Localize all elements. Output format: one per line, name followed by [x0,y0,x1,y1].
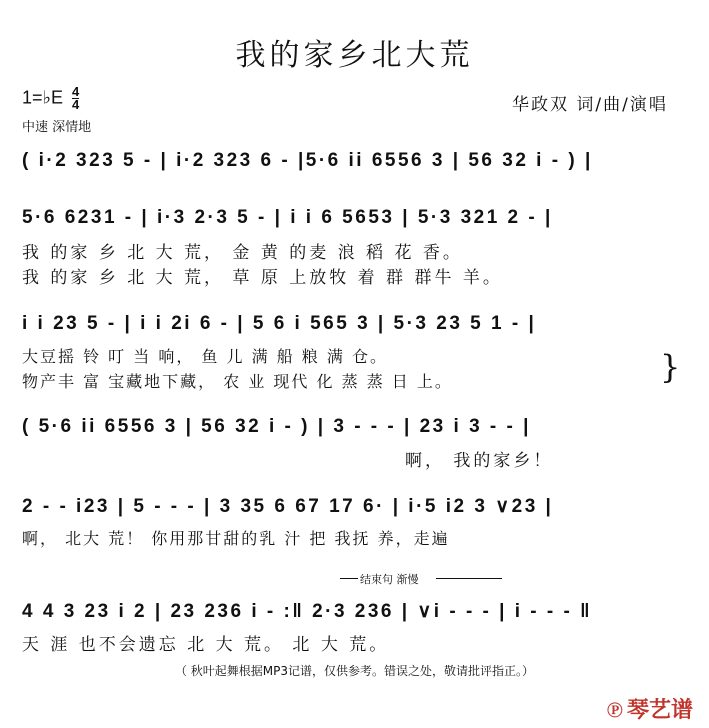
ending-marker-line-left [340,578,358,579]
time-sig-bottom: 4 [72,97,80,112]
score-row-1-notes: ( i·2 323 5 - | i·2 323 6 - |5·6 ii 6556 3 | 56 32 i - ) | [22,150,593,171]
score-row-3-lyric-1: 大豆摇 铃 叮 当 响， 鱼 儿 满 船 粮 满 仓。 [22,347,388,366]
score-row-3-notes: i i 23 5 - | i i 2i 6 - | 5 6 i 565 3 | 5·3 23 5 1 - | [22,313,537,334]
page-title: 我的家乡北大荒 [235,38,474,73]
score-row-6-notes: 4 4 3 23 i 2 | 23 236 i - :‖ 2·3 236 | ∨i - - - | i - - - ‖ [22,601,593,622]
score-row-4-notes: ( 5·6 ii 6556 3 | 56 32 i - ) | 3 - - - | 23 i 3 - - | [22,416,531,437]
tempo-marking: 中速 深情地 [22,120,92,135]
score-row-5-lyric-1: 啊， 北大 荒！ 你用那甘甜的乳 汁 把 我抚 养，走遍 [22,529,450,548]
score-row-2-notes: 5·6 6231 - | i·3 2·3 5 - | i i 6 5653 | 5·3 321 2 - | [22,207,553,228]
score-row-2-lyric-1: 我 的家 乡 北 大 荒， 金 黄 的麦 浪 稻 花 香。 [22,243,463,263]
time-sig-top: 4 [72,84,80,99]
score-row-3-lyric-2: 物产丰 富 宝藏地下藏， 农 业 现代 化 蒸 蒸 日 上。 [22,372,453,391]
footer-note: （ 秋叶起舞根据MP3记谱，仅供参考。错误之处，敬请批评指正。） [174,664,535,678]
credits: 华政双 词/曲/演唱 [512,95,668,115]
verse-brace: } [660,348,681,386]
key-label: 1=♭E [22,87,64,108]
logo-icon: ℗ [606,697,623,723]
score-row-2-lyric-2: 我 的家 乡 北 大 荒， 草 原 上放牧 着 群 群牛 羊。 [22,268,503,288]
score-row-4-lyric-1: 啊， 我的家乡！ [405,451,554,471]
ending-marker: 结束句 渐慢 [360,573,419,586]
score-row-5-notes: 2 - - i23 | 5 - - - | 3 35 6 67 17 6· | i·5 i2 3 ∨23 | [22,496,554,517]
site-logo [607,693,693,724]
score-row-6-lyric-1: 天 涯 也不会遗忘 北 大 荒。 北 大 荒。 [22,635,390,655]
logo-text: 琴艺谱 [626,697,693,723]
key-signature [22,86,79,111]
ending-marker-line-right [436,578,502,579]
